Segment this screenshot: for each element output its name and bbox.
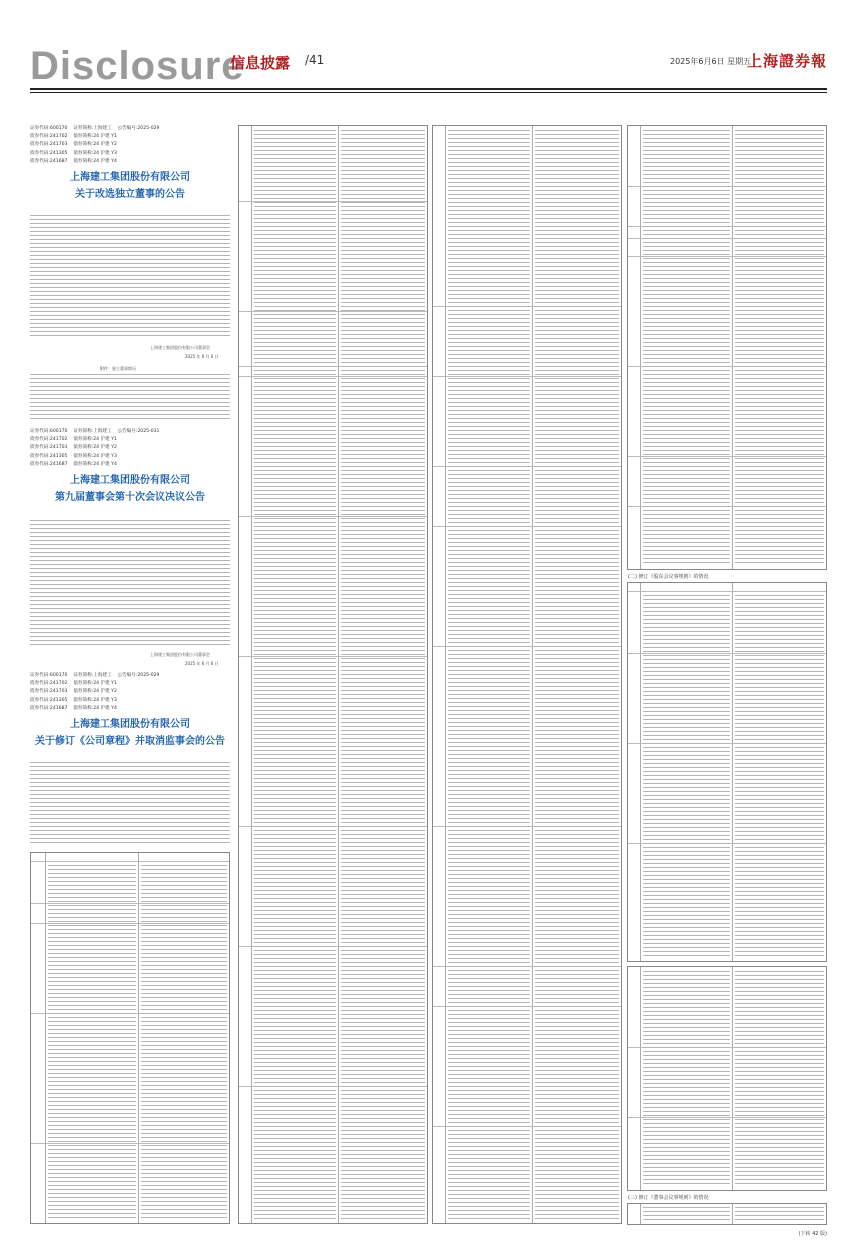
article-body bbox=[30, 520, 230, 645]
article-company: 上海建工集团股份有限公司 bbox=[70, 719, 190, 731]
article-codes: 证券代码:600170 证券简称:上海建工 公告编号:2025-031 债券代码:241702 债券简称:24 沪建 Y1 债券代码:241703 债券简称:24 沪建 Y2 债券代码:241305 债券简称:24 沪建 Y3 债券代码:241687 债券简称:24 沪建 Y4 bbox=[30, 429, 160, 467]
shareholder-rules-table-cont bbox=[627, 966, 827, 1191]
article-title: 第九届董事会第十次会议决议公告 bbox=[55, 492, 205, 504]
continued-note: (下转 42 版) bbox=[798, 1231, 827, 1237]
newspaper-brand: 上海證券報 bbox=[746, 52, 827, 70]
article-company: 上海建工集团股份有限公司 bbox=[70, 475, 190, 487]
subsection-caption-1: (二) 修订《股东会议事规则》的情况 bbox=[628, 574, 709, 580]
page-number: /41 bbox=[305, 53, 325, 67]
article-body bbox=[30, 762, 230, 846]
article-signature: 上海建工集团股份有限公司董事会 bbox=[150, 652, 210, 657]
section-title: 信息披露 bbox=[230, 54, 291, 72]
amendment-table-col2 bbox=[238, 125, 428, 1224]
article-title: 关于修订《公司章程》并取消监事会的公告 bbox=[35, 736, 225, 748]
article-attachment: 附件：独立董事简历 bbox=[100, 366, 136, 371]
masthead-header bbox=[30, 40, 827, 90]
left-column bbox=[30, 125, 230, 208]
left-column-article-2 bbox=[30, 428, 230, 511]
amendment-table-col3 bbox=[432, 125, 622, 1224]
subsection-caption-2: (三) 修订《董事会议事规则》的情况 bbox=[628, 1195, 709, 1201]
article-date: 2025 年 6 月 6 日 bbox=[185, 661, 219, 666]
shareholder-rules-table bbox=[627, 582, 827, 962]
masthead-disclosure: Disclosure bbox=[30, 44, 245, 88]
article-codes: 证券代码:600170 证券简称:上海建工 公告编号:2025-029 债券代码:241702 债券简称:24 沪建 Y1 债券代码:241703 债券简称:24 沪建 Y2 债券代码:241305 债券简称:24 沪建 Y3 债券代码:241687 债券简称:24 沪建 Y4 bbox=[30, 673, 160, 711]
header-rule bbox=[30, 88, 827, 90]
header-rule-thin bbox=[30, 92, 827, 93]
issue-date: 2025年6月6日 星期五 bbox=[670, 57, 752, 66]
left-column-article-3 bbox=[30, 672, 230, 755]
article-body bbox=[30, 215, 230, 337]
article-title: 关于改选独立董事的公告 bbox=[75, 189, 185, 201]
article-date: 2025 年 6 月 6 日 bbox=[185, 354, 219, 359]
board-rules-table bbox=[627, 1203, 827, 1225]
article-company: 上海建工集团股份有限公司 bbox=[70, 172, 190, 184]
amendment-table-left bbox=[30, 852, 230, 1224]
article-body bbox=[30, 374, 230, 422]
article-codes: 证券代码:600170 证券简称:上海建工 公告编号:2025-029 债券代码:241702 债券简称:24 沪建 Y1 债券代码:241703 债券简称:24 沪建 Y2 债券代码:241305 债券简称:24 沪建 Y3 债券代码:241687 债券简称:24 沪建 Y4 bbox=[30, 126, 160, 164]
article-signature: 上海建工集团股份有限公司董事会 bbox=[150, 345, 210, 350]
amendment-table-col4 bbox=[627, 125, 827, 570]
